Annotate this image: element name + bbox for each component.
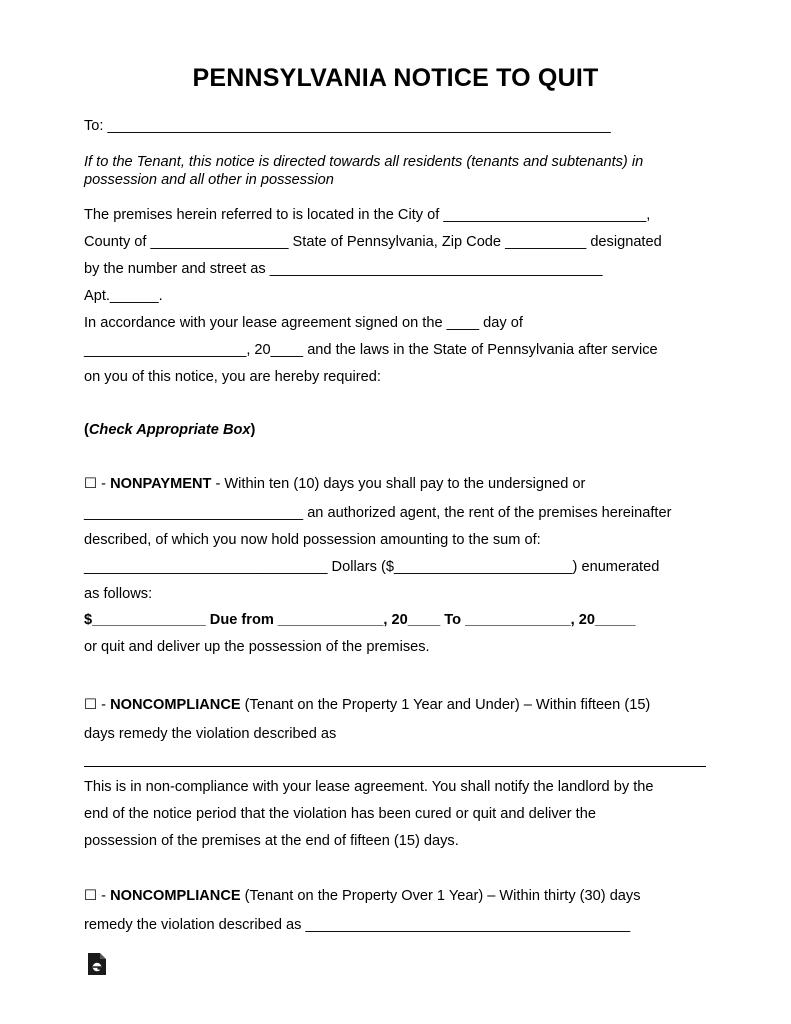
violation-blank-line <box>84 766 706 767</box>
noncompliance-2-heading: NONCOMPLIANCE <box>110 888 241 904</box>
nonpayment-checkbox[interactable]: ☐ <box>84 476 98 492</box>
premises-line-6: ____________________, 20____ and the laws in the State of Pennsylvania after service <box>84 342 658 358</box>
check-box-heading: (Check Appropriate Box) <box>84 422 256 438</box>
premises-line-5: In accordance with your lease agreement signed on the ____ day of <box>84 315 523 331</box>
nonpayment-closing: or quit and deliver up the possession of the premises. <box>84 639 430 655</box>
noncompliance-1-paragraph-2: end of the notice period that the violation has been cured or quit and deliver the <box>84 806 596 822</box>
tenant-note-line-1: If to the Tenant, this notice is directed towards all residents (tenants and subtenants) in <box>84 154 644 170</box>
premises-line-2: County of _________________ State of Pennsylvania, Zip Code __________ designated <box>84 234 662 250</box>
nonpayment-line-1: ☐ - NONPAYMENT - Within ten (10) days you shall pay to the undersigned or <box>84 476 586 492</box>
eforms-logo-icon <box>88 953 106 975</box>
nonpayment-line-4: ______________________________ Dollars ($______________________) enumerated <box>84 559 660 575</box>
check-box-heading-label: Check Appropriate Box <box>88 422 251 438</box>
nonpayment-line-5: as follows: <box>84 586 153 602</box>
premises-line-3: by the number and street as _________________________________________ <box>84 261 603 277</box>
noncompliance-2-line-2: remedy the violation described as ________________________________________ <box>84 917 631 933</box>
nonpayment-due-line: $______________ Due from _____________, 20____ To _____________, 20_____ <box>84 612 636 628</box>
noncompliance-1-heading: NONCOMPLIANCE <box>110 697 241 713</box>
noncompliance-1-paragraph-3: possession of the premises at the end of fifteen (15) days. <box>84 833 459 849</box>
nonpayment-heading: NONPAYMENT <box>110 476 212 492</box>
tenant-note-line-2: possession and all other in possession <box>84 172 334 188</box>
noncompliance-1-checkbox[interactable]: ☐ <box>84 697 98 713</box>
nonpayment-line-3: described, of which you now hold possession amounting to the sum of: <box>84 532 541 548</box>
premises-line-7: on you of this notice, you are hereby required: <box>84 369 381 385</box>
nonpayment-line-2: ___________________________ an authorized agent, the rent of the premises hereinafter <box>84 505 672 521</box>
premises-line-1: The premises herein referred to is located in the City of _________________________, <box>84 207 651 223</box>
noncompliance-1-paragraph-1: This is in non-compliance with your lease agreement. You shall notify the landlord by the <box>84 779 654 795</box>
noncompliance-2-line-1: ☐ - NONCOMPLIANCE (Tenant on the Property Over 1 Year) – Within thirty (30) days <box>84 888 641 904</box>
page-title: PENNSYLVANIA NOTICE TO QUIT <box>192 64 599 92</box>
noncompliance-1-line-2: days remedy the violation described as <box>84 726 337 742</box>
premises-line-4: Apt.______. <box>84 288 163 304</box>
noncompliance-1-line-1: ☐ - NONCOMPLIANCE (Tenant on the Property 1 Year and Under) – Within fifteen (15) <box>84 697 651 713</box>
to-line: To: ______________________________________________________________ <box>84 118 611 134</box>
noncompliance-2-checkbox[interactable]: ☐ <box>84 888 98 904</box>
